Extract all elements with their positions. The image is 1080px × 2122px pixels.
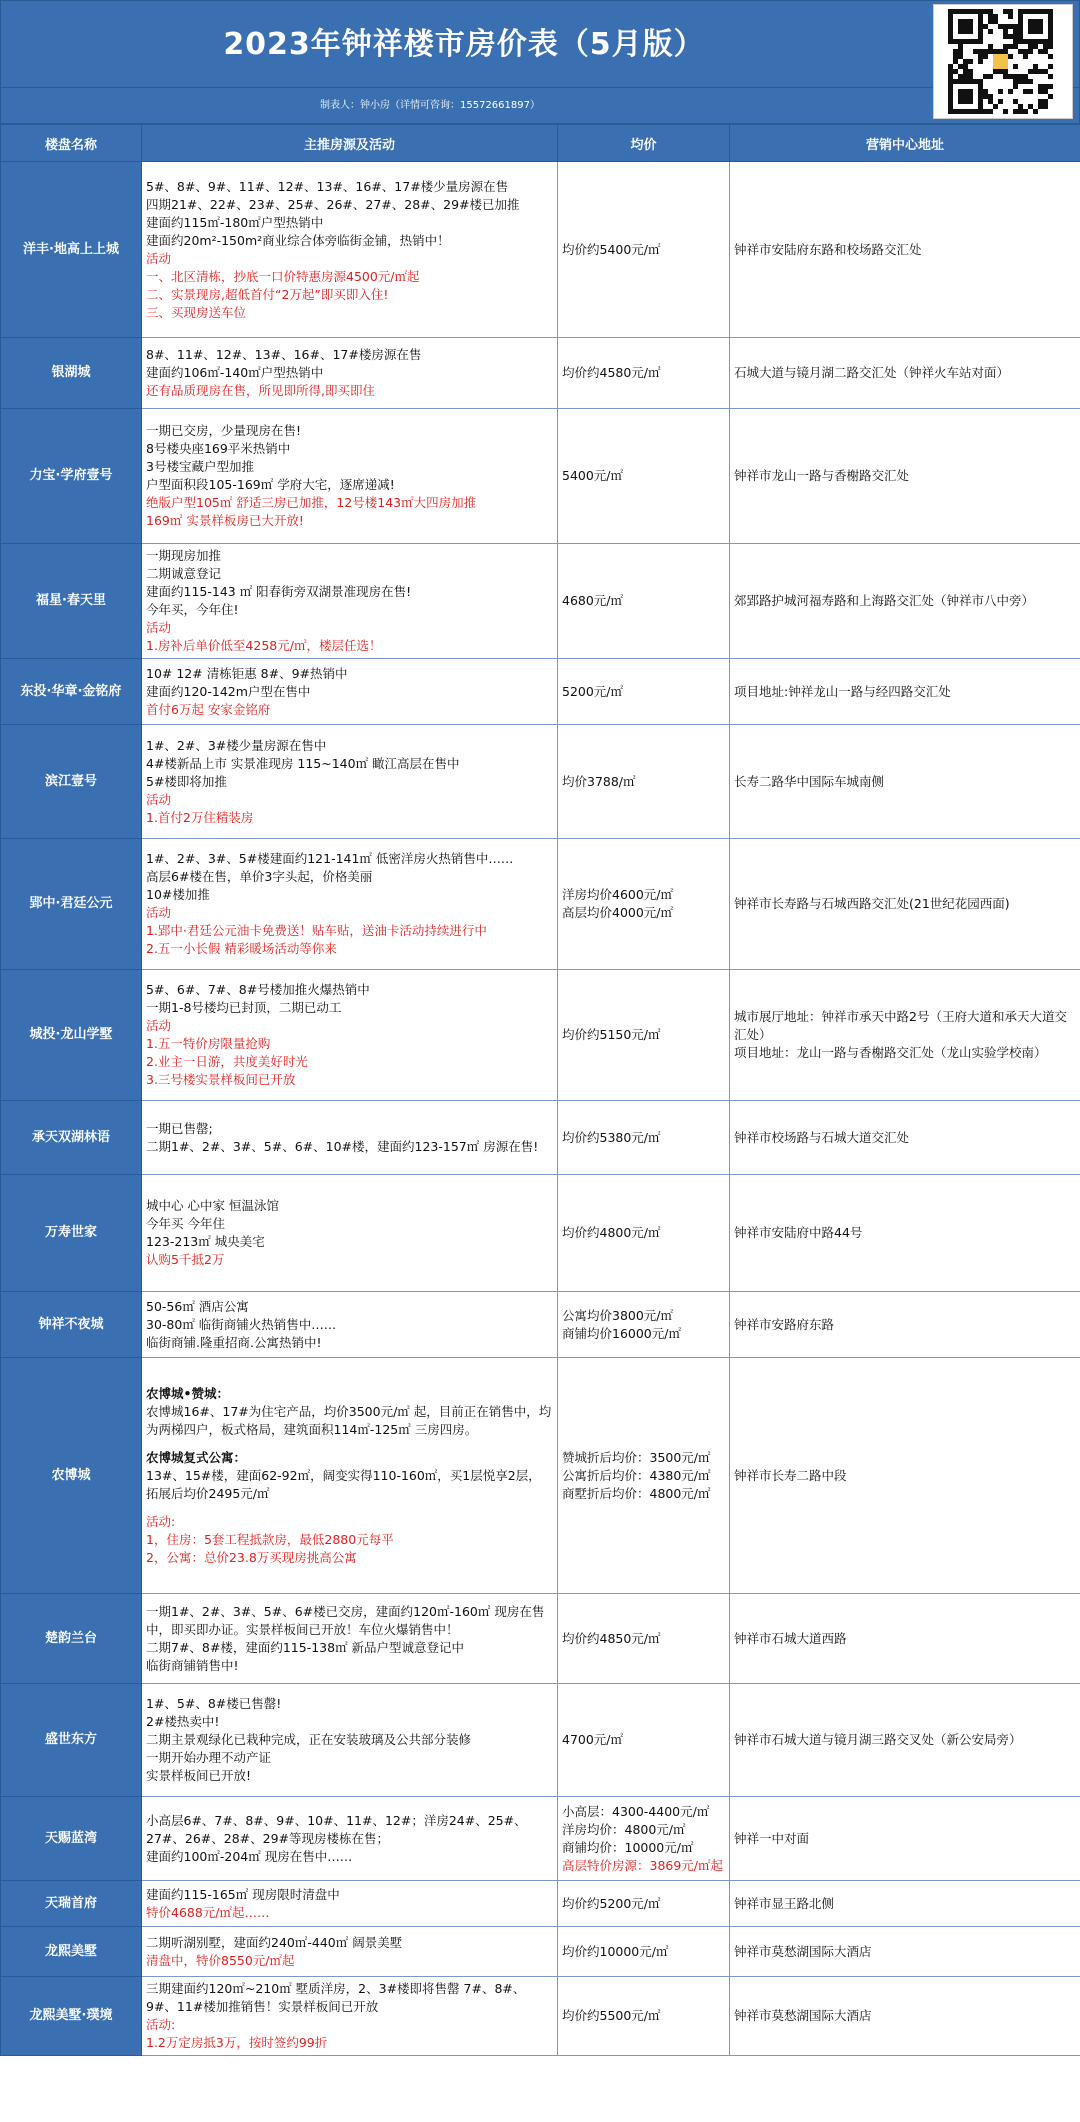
detail-line: 四期21#、22#、23#、25#、26#、27#、28#、29#楼已加推 bbox=[146, 196, 520, 212]
promo-line: 一、北区清栋，抄底一口价特惠房源4500元/㎡起 bbox=[146, 268, 420, 284]
qr-code-icon bbox=[933, 4, 1073, 119]
detail-line: 5#、6#、7#、8#号楼加推火爆热销中 bbox=[146, 982, 370, 997]
detail-line: 1#、2#、3#、5#楼建面约121-141㎡ 低密洋房火热销售中…… bbox=[146, 851, 514, 866]
address-line: 钟祥市安路府东路 bbox=[734, 1316, 835, 1332]
price-line: 5200元/㎡ bbox=[562, 683, 624, 699]
price-cell bbox=[558, 1175, 730, 1292]
table-row bbox=[1, 544, 1080, 659]
promo-line: 1.首付2万住精装房 bbox=[146, 809, 254, 825]
property-name: 滨江壹号 bbox=[1, 725, 142, 839]
address-line: 项目地址:钟祥龙山一路与经四路交汇处 bbox=[734, 683, 951, 699]
listing-details bbox=[142, 725, 558, 839]
address-line: 钟祥市莫愁湖国际大酒店 bbox=[734, 1943, 872, 1959]
price-cell bbox=[558, 1797, 730, 1881]
address-cell bbox=[730, 659, 1080, 725]
detail-line: 建面约120-142m户型在售中 bbox=[146, 683, 311, 699]
property-name: 力宝·学府壹号 bbox=[1, 409, 142, 544]
address-cell bbox=[730, 1358, 1080, 1594]
property-name: 天瑞首府 bbox=[1, 1881, 142, 1927]
detail-line: 二期7#、8#楼，建面约115-138㎡ 新品户型诚意登记中 bbox=[146, 1639, 465, 1655]
detail-line: 建面约115-143 ㎡ 阳春街旁双湖景准现房在售! bbox=[146, 584, 412, 599]
listing-details bbox=[142, 1594, 558, 1684]
listing-details bbox=[142, 1927, 558, 1977]
table-row bbox=[1, 970, 1080, 1101]
property-name: 龙熙美墅 bbox=[1, 1927, 142, 1977]
detail-line: 一期1-8号楼均已封顶，二期已动工 bbox=[146, 1000, 342, 1015]
listing-details bbox=[142, 659, 558, 725]
address-line: 郊郢路护城河福寿路和上海路交汇处（钟祥市八中旁） bbox=[734, 593, 1035, 608]
price-cell bbox=[558, 1594, 730, 1684]
price-line: 赞城折后均价：3500元/㎡ bbox=[562, 1449, 711, 1465]
address-line: 钟祥一中对面 bbox=[734, 1830, 810, 1846]
address-line: 钟祥市莫愁湖国际大酒店 bbox=[734, 2008, 872, 2023]
price-line: 均价约5400元/㎡ bbox=[562, 241, 661, 257]
table-row bbox=[1, 338, 1080, 409]
price-line: 均价约5150元/㎡ bbox=[562, 1027, 661, 1042]
property-name: 银湖城 bbox=[1, 338, 142, 409]
table-row bbox=[1, 659, 1080, 725]
detail-line: 农博城16#、17#为住宅产品，均价3500元/㎡ 起，目前正在销售中，均为两梯四户，板式格局，建筑面积114㎡-125㎡ 三房四房。 bbox=[146, 1403, 552, 1437]
detail-line: 一期现房加推 bbox=[146, 548, 222, 563]
listing-details bbox=[142, 1292, 558, 1358]
address-cell bbox=[730, 544, 1080, 659]
detail-line: 临街商铺.隆重招商.公寓热销中! bbox=[146, 1334, 322, 1350]
price-line: 洋房均价4600元/㎡ bbox=[562, 887, 674, 902]
price-cell bbox=[558, 1101, 730, 1175]
table-row bbox=[1, 409, 1080, 544]
page-header bbox=[0, 0, 1080, 88]
address-cell bbox=[730, 1977, 1080, 2056]
promo-line: 三、买现房送车位 bbox=[146, 304, 247, 320]
detail-line: 4#楼新品上市 实景准现房 115~140㎡ 瞰江高层在售中 bbox=[146, 755, 460, 771]
price-line: 均价约5200元/㎡ bbox=[562, 1895, 661, 1911]
detail-line: 123-213㎡ 城央美宅 bbox=[146, 1234, 265, 1249]
property-name: 福星·春天里 bbox=[1, 544, 142, 659]
detail-line: 户型面积段105-169㎡ 学府大宅，逐席递减! bbox=[146, 477, 395, 492]
detail-line: 小高层6#、7#、8#、9#、10#、11#、12#；洋房24#、25#、27#、26#、28#、29#等现房楼栋在售； bbox=[146, 1812, 527, 1846]
price-line: 5400元/㎡ bbox=[562, 468, 624, 483]
price-line: 公寓折后均价：4380元/㎡ bbox=[562, 1467, 711, 1483]
table-row bbox=[1, 1358, 1080, 1594]
listing-details bbox=[142, 1175, 558, 1292]
detail-line: 建面约115-165㎡ 现房限时清盘中 bbox=[146, 1886, 340, 1902]
table-row bbox=[1, 1927, 1080, 1977]
listing-details bbox=[142, 1977, 558, 2056]
property-name: 龙熙美墅·璞境 bbox=[1, 1977, 142, 2056]
column-header-price: 均价 bbox=[558, 125, 730, 162]
promo-line: 活动 bbox=[146, 1018, 172, 1033]
listing-details bbox=[142, 338, 558, 409]
price-line: 均价约4800元/㎡ bbox=[562, 1225, 661, 1240]
property-name: 楚韵兰台 bbox=[1, 1594, 142, 1684]
promo-line: 1.房补后单价低至4258元/㎡，楼层任选！ bbox=[146, 638, 382, 653]
detail-line: 一期开始办理不动产证 bbox=[146, 1750, 272, 1765]
detail-line: 8号楼央座169平米热销中 bbox=[146, 441, 291, 456]
address-cell bbox=[730, 1797, 1080, 1881]
detail-line: 13#、15#楼，建面62-92㎡，阔变实得110-160㎡，买1层悦享2层，拓展后均价2495元/㎡ bbox=[146, 1467, 541, 1501]
detail-line: 2#楼热卖中! bbox=[146, 1714, 220, 1729]
promo-line: 二、实景现房,超低首付“2万起”即买即入住! bbox=[146, 286, 389, 302]
promo-line: 169㎡ 实景样板房已大开放! bbox=[146, 513, 304, 528]
detail-line: 10# 12# 清栋钜惠 8#、9#热销中 bbox=[146, 665, 348, 681]
property-name: 钟祥不夜城 bbox=[1, 1292, 142, 1358]
detail-line: 二期1#、2#、3#、5#、6#、10#楼，建面约123-157㎡ 房源在售! bbox=[146, 1138, 539, 1154]
promo-line: 1.2万定房抵3万，按时签约99折 bbox=[146, 2035, 328, 2050]
promo-line: 清盘中，特价8550元/㎡起 bbox=[146, 1952, 295, 1968]
property-name: 万寿世家 bbox=[1, 1175, 142, 1292]
detail-line: 1#、2#、3#楼少量房源在售中 bbox=[146, 737, 327, 753]
detail-line: 一期1#、2#、3#、5#、6#楼已交房，建面约120㎡-160㎡ 现房在售中，即买即办证。实景样板间已开放！车位火爆销售中！ bbox=[146, 1603, 545, 1637]
detail-line: 二期诚意登记 bbox=[146, 566, 222, 581]
property-name: 农博城 bbox=[1, 1358, 142, 1594]
address-cell bbox=[730, 1292, 1080, 1358]
listing-details bbox=[142, 409, 558, 544]
table-row bbox=[1, 1175, 1080, 1292]
detail-line: 建面约100㎡-204㎡ 现房在售中…… bbox=[146, 1848, 353, 1864]
detail-line: 城中心 心中家 恒温泳馆 bbox=[146, 1198, 279, 1213]
detail-line: 50-56㎡ 酒店公寓 bbox=[146, 1298, 249, 1314]
detail-line: 1#、5#、8#楼已售罄! bbox=[146, 1696, 282, 1711]
price-line: 均价约10000元/㎡ bbox=[562, 1943, 669, 1959]
price-line: 高层特价房源：3869元/㎡起 bbox=[562, 1857, 724, 1873]
price-cell bbox=[558, 970, 730, 1101]
detail-line: 一期已售罄; bbox=[146, 1120, 213, 1136]
promo-line: 活动 bbox=[146, 905, 172, 920]
property-name: 郢中·君廷公元 bbox=[1, 839, 142, 970]
promo-line: 还有品质现房在售，所见即所得,即买即住 bbox=[146, 383, 375, 398]
address-cell bbox=[730, 1927, 1080, 1977]
address-line: 钟祥市龙山一路与香榭路交汇处 bbox=[734, 468, 910, 483]
column-header-name: 楼盘名称 bbox=[1, 125, 142, 162]
price-cell bbox=[558, 839, 730, 970]
price-cell bbox=[558, 1358, 730, 1594]
address-cell bbox=[730, 970, 1080, 1101]
listing-details bbox=[142, 162, 558, 338]
address-cell bbox=[730, 338, 1080, 409]
promo-line: 2.五一小长假 精彩暖场活动等你来 bbox=[146, 941, 337, 956]
address-cell bbox=[730, 725, 1080, 839]
promo-line: 首付6万起 安家金铭府 bbox=[146, 701, 271, 717]
price-line: 均价3788/㎡ bbox=[562, 773, 636, 789]
detail-line: 建面约20m²-150m²商业综合体旁临街金铺，热销中！ bbox=[146, 232, 450, 248]
address-cell bbox=[730, 1684, 1080, 1797]
price-line: 均价约5500元/㎡ bbox=[562, 2008, 661, 2023]
promo-line: 3.三号楼实景样板间已开放 bbox=[146, 1072, 296, 1087]
detail-line: 三期建面约120㎡~210㎡ 墅质洋房，2、3#楼即将售罄 7#、8#、9#、11#楼加推销售！实景样板间已开放 bbox=[146, 1981, 526, 2014]
address-line: 石城大道与镜月湖二路交汇处（钟祥火车站对面） bbox=[734, 365, 1010, 380]
promo-line: 1.五一特价房限量抢购 bbox=[146, 1036, 271, 1051]
table-row bbox=[1, 839, 1080, 970]
detail-line: 农博城•赞城： bbox=[146, 1385, 229, 1401]
price-table bbox=[0, 124, 1080, 2056]
table-header-row bbox=[1, 125, 1080, 162]
promo-line: 认购5千抵2万 bbox=[146, 1252, 225, 1267]
detail-line: 二期主景观绿化已栽种完成，正在安装玻璃及公共部分装修 bbox=[146, 1732, 472, 1747]
address-line: 钟祥市显王路北侧 bbox=[734, 1895, 835, 1911]
address-line: 长寿二路华中国际车城南侧 bbox=[734, 773, 885, 789]
price-line: 商墅折后均价：4800元/㎡ bbox=[562, 1485, 711, 1501]
address-cell bbox=[730, 1594, 1080, 1684]
detail-line: 二期听湖别墅，建面约240㎡-440㎡ 阔景美墅 bbox=[146, 1934, 403, 1950]
listing-details bbox=[142, 970, 558, 1101]
address-line: 钟祥市长寿路与石城西路交汇处(21世纪花园西面) bbox=[734, 896, 1010, 911]
table-row bbox=[1, 725, 1080, 839]
detail-line: 8#、11#、12#、13#、16#、17#楼房源在售 bbox=[146, 347, 422, 362]
price-line: 洋房均价：4800元/㎡ bbox=[562, 1821, 686, 1837]
address-line: 钟祥市石城大道与镜月湖三路交叉处（新公安局旁） bbox=[734, 1732, 1022, 1747]
price-cell bbox=[558, 544, 730, 659]
promo-line: 活动: bbox=[146, 2017, 176, 2032]
price-cell bbox=[558, 1881, 730, 1927]
detail-line: 今年买 今年住 bbox=[146, 1216, 225, 1231]
column-header-address: 营销中心地址 bbox=[730, 125, 1080, 162]
listing-details bbox=[142, 839, 558, 970]
address-cell bbox=[730, 839, 1080, 970]
listing-details bbox=[142, 1358, 558, 1594]
promo-line: 2，公寓：总价23.8万买现房挑高公寓 bbox=[146, 1549, 357, 1565]
price-line: 均价约5380元/㎡ bbox=[562, 1129, 661, 1145]
detail-line: 临街商铺销售中! bbox=[146, 1657, 239, 1673]
detail-line bbox=[146, 1439, 553, 1449]
price-line: 商铺均价：10000元/㎡ bbox=[562, 1839, 694, 1855]
property-name: 盛世东方 bbox=[1, 1684, 142, 1797]
promo-line: 绝版户型105㎡ 舒适三房已加推，12号楼143㎡大四房加推 bbox=[146, 495, 477, 510]
detail-line: 实景样板间已开放! bbox=[146, 1768, 252, 1783]
promo-line: 活动 bbox=[146, 620, 172, 635]
listing-details bbox=[142, 1797, 558, 1881]
address-line: 钟祥市石城大道西路 bbox=[734, 1630, 847, 1646]
price-cell bbox=[558, 1292, 730, 1358]
price-cell bbox=[558, 1977, 730, 2056]
listing-details bbox=[142, 544, 558, 659]
detail-line: 30-80㎡ 临街商铺火热销售中…… bbox=[146, 1316, 337, 1332]
address-cell bbox=[730, 1101, 1080, 1175]
price-line: 4680元/㎡ bbox=[562, 593, 624, 608]
price-line: 商铺均价16000元/㎡ bbox=[562, 1325, 681, 1341]
promo-line: 活动: bbox=[146, 1513, 176, 1529]
promo-line: 1.郢中·君廷公元油卡免费送！贴车贴，送油卡活动持续进行中 bbox=[146, 923, 487, 938]
price-cell bbox=[558, 1684, 730, 1797]
listing-details bbox=[142, 1881, 558, 1927]
price-line: 高层均价4000元/㎡ bbox=[562, 905, 674, 920]
property-name: 城投·龙山学墅 bbox=[1, 970, 142, 1101]
listing-details bbox=[142, 1684, 558, 1797]
address-cell bbox=[730, 1881, 1080, 1927]
promo-line: 活动 bbox=[146, 791, 172, 807]
detail-line: 一期已交房，少量现房在售! bbox=[146, 423, 302, 438]
detail-line: 建面约106㎡-140㎡户型热销中 bbox=[146, 365, 324, 380]
price-cell bbox=[558, 1927, 730, 1977]
promo-line: 1，住房：5套工程抵款房，最低2880元每平 bbox=[146, 1531, 394, 1547]
price-line: 公寓均价3800元/㎡ bbox=[562, 1307, 674, 1323]
price-cell bbox=[558, 659, 730, 725]
subheader-contact: 制表人：钟小房（详情可咨询：15572661897） bbox=[0, 88, 1080, 124]
address-cell bbox=[730, 409, 1080, 544]
property-name: 洋丰·地高上上城 bbox=[1, 162, 142, 338]
table-body bbox=[1, 162, 1080, 2056]
price-line: 小高层：4300-4400元/㎡ bbox=[562, 1803, 710, 1819]
table-row bbox=[1, 1881, 1080, 1927]
table-row bbox=[1, 162, 1080, 338]
price-line: 均价约4580元/㎡ bbox=[562, 365, 661, 380]
detail-line: 10#楼加推 bbox=[146, 887, 210, 902]
promo-line: 活动 bbox=[146, 250, 172, 266]
table-row bbox=[1, 1292, 1080, 1358]
property-name: 东投·华章·金铭府 bbox=[1, 659, 142, 725]
property-name: 承天双湖林语 bbox=[1, 1101, 142, 1175]
page-title: 2023年钟祥楼市房价表（5月版） bbox=[223, 27, 705, 62]
promo-line: 特价4688元/㎡起…… bbox=[146, 1904, 270, 1920]
address-cell bbox=[730, 1175, 1080, 1292]
detail-line: 5#、8#、9#、11#、12#、13#、16#、17#楼少量房源在售 bbox=[146, 178, 509, 194]
address-cell bbox=[730, 162, 1080, 338]
table-row bbox=[1, 1101, 1080, 1175]
price-cell bbox=[558, 338, 730, 409]
address-line: 钟祥市校场路与石城大道交汇处 bbox=[734, 1129, 910, 1145]
address-line: 钟祥市安陆府东路和校场路交汇处 bbox=[734, 241, 922, 257]
price-line: 均价约4850元/㎡ bbox=[562, 1630, 661, 1646]
address-line: 项目地址：龙山一路与香榭路交汇处（龙山实验学校南） bbox=[734, 1045, 1047, 1060]
table-row bbox=[1, 1977, 1080, 2056]
address-line: 钟祥市长寿二路中段 bbox=[734, 1467, 847, 1483]
detail-line: 建面约115㎡-180㎡户型热销中 bbox=[146, 214, 324, 230]
promo-line: 2.业主一日游，共度美好时光 bbox=[146, 1054, 308, 1069]
address-line: 城市展厅地址：钟祥市承天中路2号（王府大道和承天大道交汇处） bbox=[734, 1009, 1067, 1042]
detail-line: 高层6#楼在售，单价3字头起，价格美丽 bbox=[146, 869, 373, 884]
listing-details bbox=[142, 1101, 558, 1175]
table-row bbox=[1, 1594, 1080, 1684]
detail-line: 5#楼即将加推 bbox=[146, 773, 227, 789]
table-row bbox=[1, 1684, 1080, 1797]
detail-line: 农博城复式公寓： bbox=[146, 1449, 247, 1465]
table-row bbox=[1, 1797, 1080, 1881]
address-line: 钟祥市安陆府中路44号 bbox=[734, 1225, 863, 1240]
price-line: 4700元/㎡ bbox=[562, 1732, 624, 1747]
price-cell bbox=[558, 725, 730, 839]
detail-line: 3号楼宝藏户型加推 bbox=[146, 459, 254, 474]
detail-line bbox=[146, 1503, 553, 1513]
price-cell bbox=[558, 409, 730, 544]
detail-line: 今年买，今年住! bbox=[146, 602, 239, 617]
price-cell bbox=[558, 162, 730, 338]
property-name: 天赐蓝湾 bbox=[1, 1797, 142, 1881]
column-header-listings: 主推房源及活动 bbox=[142, 125, 558, 162]
